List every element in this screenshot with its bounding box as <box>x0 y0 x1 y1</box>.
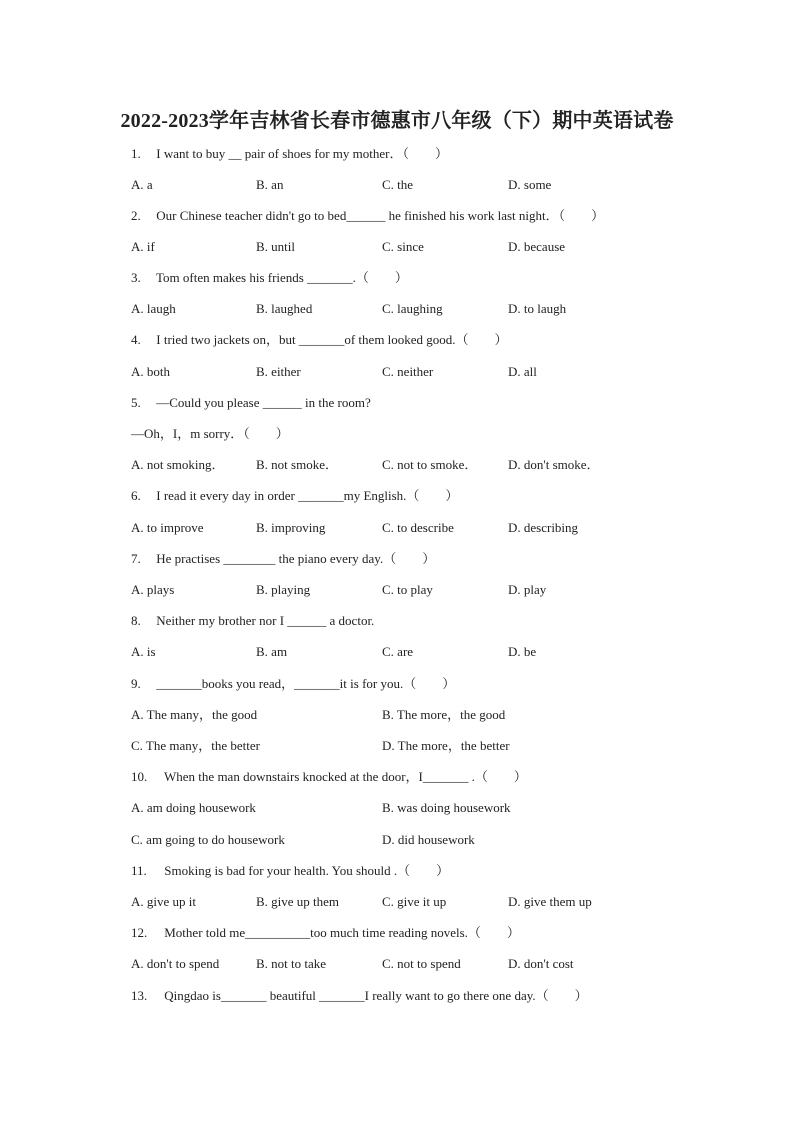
option-b: B. The more，the good <box>382 707 506 722</box>
question-7 <box>131 549 435 569</box>
question-stem: When the man downstairs knocked at the door，I_______ .（ ） <box>164 769 527 784</box>
question-5-line-2: —Oh，I，m sorry．（ ） <box>131 426 289 441</box>
option-c: C. not to spend <box>382 956 461 971</box>
option-a: A. not smoking． <box>131 457 225 472</box>
option-c: C. neither <box>382 364 434 379</box>
option-b: B. laughed <box>256 301 313 316</box>
option-c: C. am going to do housework <box>131 832 285 847</box>
option-b: B. improving <box>256 520 326 535</box>
option-a: A. The many，the good <box>131 707 258 722</box>
option-d: D. all <box>508 364 537 379</box>
option-d: D. because <box>508 239 566 254</box>
option-c: C. are <box>382 644 414 659</box>
question-stem: Qingdao is_______ beautiful _______I really want to go there one day.（ ） <box>164 988 588 1003</box>
question-11 <box>131 861 449 881</box>
option-d: D. play <box>508 582 547 597</box>
option-a: A. to improve <box>131 520 204 535</box>
question-stem: Our Chinese teacher didn't go to bed______ he finished his work last night．（ ） <box>156 208 605 223</box>
question-number: 10. <box>131 769 148 784</box>
question-10 <box>131 767 527 787</box>
question-stem: _______books you read，_______it is for you.（ ） <box>156 676 456 691</box>
page-title: 2022-2023学年吉林省长春市德惠市八年级（下）期中英语试卷 <box>120 110 674 132</box>
option-c: C. since <box>382 239 424 254</box>
option-d: D. don't smoke． <box>508 457 600 472</box>
question-stem: Neither my brother nor I ______ a doctor. <box>156 613 375 628</box>
option-d: D. don't cost <box>508 956 574 971</box>
question-2 <box>131 206 604 226</box>
question-12 <box>131 923 520 943</box>
question-stem: Tom often makes his friends _______.（ ） <box>156 270 408 285</box>
question-4 <box>131 330 508 350</box>
option-d: D. The more，the better <box>382 738 510 753</box>
option-c: C. not to smoke． <box>382 457 478 472</box>
question-stem: He practises ________ the piano every day.（ ） <box>156 551 436 566</box>
option-c: C. give it up <box>382 894 447 909</box>
question-6 <box>131 486 458 506</box>
option-d: D. describing <box>508 520 579 535</box>
question-number: 6. <box>131 488 141 503</box>
question-number: 13. <box>131 988 148 1003</box>
question-9 <box>131 674 455 694</box>
option-b: B. give up them <box>256 894 340 909</box>
question-8 <box>131 611 374 631</box>
option-a: A. is <box>131 644 156 659</box>
option-c: C. to play <box>382 582 433 597</box>
question-5 <box>131 393 371 413</box>
question-number: 7. <box>131 551 141 566</box>
question-number: 12. <box>131 925 148 940</box>
question-number: 11. <box>131 863 147 878</box>
option-b: B. am <box>256 644 288 659</box>
question-stem: —Could you please ______ in the room? <box>156 395 371 410</box>
option-d: D. give them up <box>508 894 592 909</box>
option-c: C. to describe <box>382 520 454 535</box>
option-a: A. both <box>131 364 170 379</box>
question-number: 2. <box>131 208 141 223</box>
question-stem: I want to buy __ pair of shoes for my mother．（ ） <box>156 146 448 161</box>
option-a: A. if <box>131 239 155 254</box>
option-c: C. The many，the better <box>131 738 261 753</box>
option-a: A. don't to spend <box>131 956 220 971</box>
option-c: C. laughing <box>382 301 443 316</box>
option-a: A. give up it <box>131 894 196 909</box>
option-d: D. to laugh <box>508 301 567 316</box>
question-number: 4. <box>131 332 141 347</box>
option-d: D. be <box>508 644 537 659</box>
question-1 <box>131 144 448 164</box>
question-13 <box>131 986 588 1006</box>
question-stem: Smoking is bad for your health. You should .（ ） <box>164 863 450 878</box>
question-number: 5. <box>131 395 141 410</box>
option-b: B. until <box>256 239 296 254</box>
question-stem: I tried two jackets on，but _______of them looked good.（ ） <box>156 332 508 347</box>
question-3 <box>131 268 408 288</box>
question-number: 8. <box>131 613 141 628</box>
option-b: B. an <box>256 177 284 192</box>
option-d: D. some <box>508 177 552 192</box>
option-d: D. did housework <box>382 832 475 847</box>
question-number: 3. <box>131 270 141 285</box>
option-b: B. not to take <box>256 956 327 971</box>
question-stem: Mother told me__________too much time reading novels.（ ） <box>164 925 520 940</box>
option-b: B. either <box>256 364 301 379</box>
option-a: A. plays <box>131 582 175 597</box>
option-b: B. not smoke． <box>256 457 338 472</box>
option-a: A. a <box>131 177 153 192</box>
question-number: 1. <box>131 146 141 161</box>
option-b: B. was doing housework <box>382 800 511 815</box>
question-stem: I read it every day in order _______my English.（ ） <box>156 488 459 503</box>
option-a: A. am doing housework <box>131 800 256 815</box>
option-b: B. playing <box>256 582 311 597</box>
option-a: A. laugh <box>131 301 176 316</box>
question-number: 9. <box>131 676 141 691</box>
option-c: C. the <box>382 177 414 192</box>
